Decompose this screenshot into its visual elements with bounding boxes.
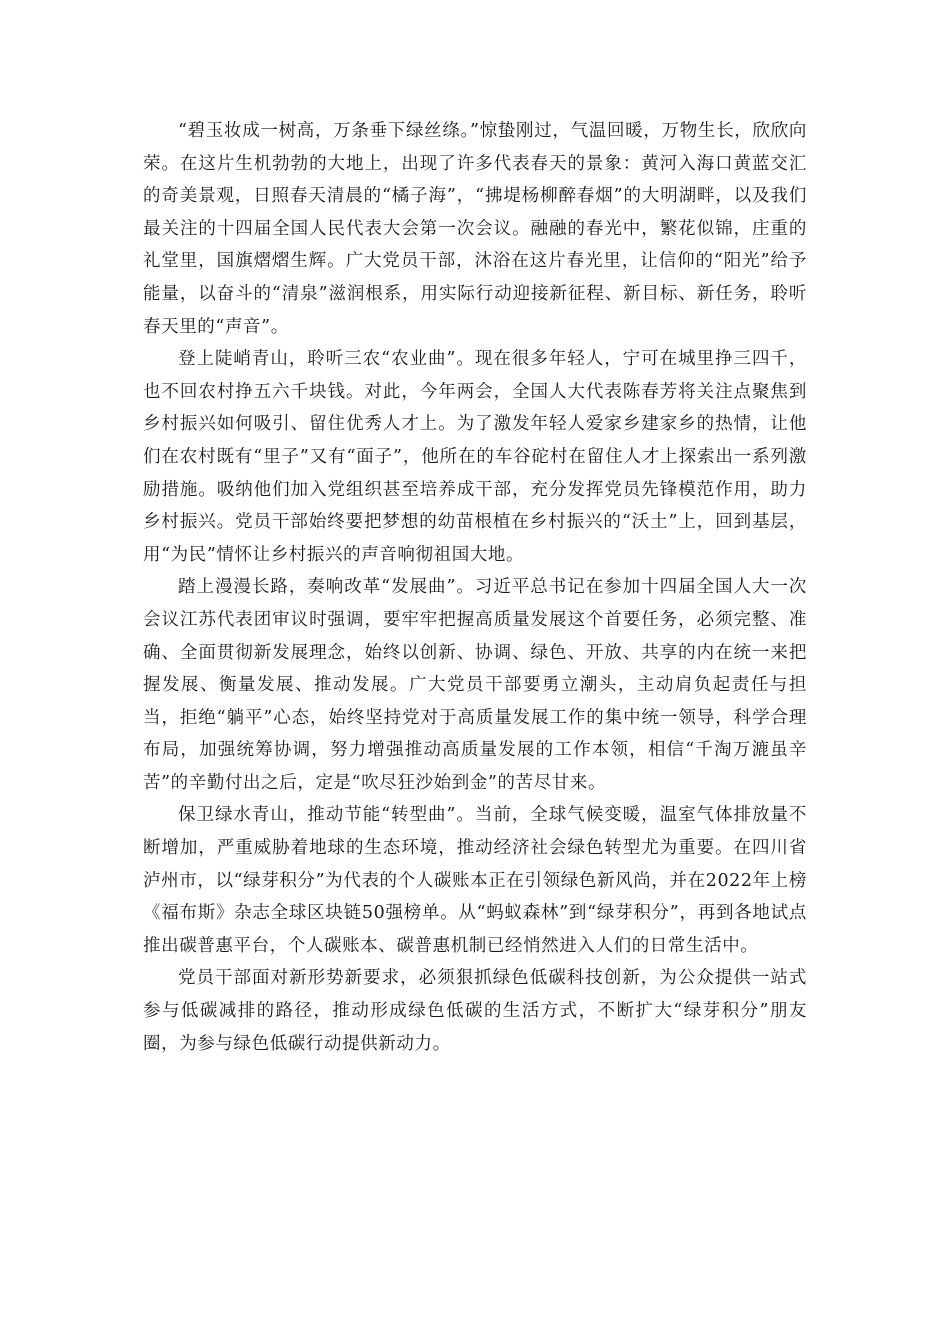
document-body	[143, 115, 807, 1060]
paragraph-5: 党员干部面对新形势新要求，必须狠抓绿色低碳科技创新，为公众提供一站式参与低碳减排的路径，推动形成绿色低碳的生活方式，不断扩大“绿芽积分”朋友圈，为参与绿色低碳行动提供新动力。	[143, 968, 807, 1054]
paragraph-2: 登上陡峭青山，聆听三农“农业曲”。现在很多年轻人，宁可在城里挣三四千，也不回农村挣五六千块钱。对此，今年两会，全国人大代表陈春芳将关注点聚焦到乡村振兴如何吸引、留住优秀人才上。为了激发年轻人爱家乡建家乡的热情，让他们在农村既有“里子”又有“面子”，他所在的车谷砣村在留住人才上探索出一系列激励措施。吸纳他们加入党组织甚至培养成干部，充分发挥党员先锋模范作用，助力乡村振兴。党员干部始终要把梦想的幼苗根植在乡村振兴的“沃土”上，回到基层，用“为民”情怀让乡村振兴的声音响彻祖国大地。	[143, 349, 807, 565]
paragraph-3: 踏上漫漫长路，奏响改革“发展曲”。习近平总书记在参加十四届全国人大一次会议江苏代表团审议时强调，要牢牢把握高质量发展这个首要任务，必须完整、准确、全面贯彻新发展理念，始终以创新、协调、绿色、开放、共享的内在统一来把握发展、衡量发展、推动发展。广大党员干部要勇立潮头，主动肩负起责任与担当，拒绝“躺平”心态，始终坚持党对于高质量发展工作的集中统一领导，科学合理布局，加强统筹协调，努力增强推动高质量发展的工作本领，相信“千淘万漉虽辛苦”的辛勤付出之后，定是“吹尽狂沙始到金”的苦尽甘来。	[143, 577, 807, 793]
paragraph-4: 保卫绿水青山，推动节能“转型曲”。当前，全球气候变暖，温室气体排放量不断增加，严重威胁着地球的生态环境，推动经济社会绿色转型尤为重要。在四川省泸州市，以“绿芽积分”为代表的个人碳账本正在引领绿色新风尚，并在2022年上榜《福布斯》杂志全球区块链50强榜单。从“蚂蚁森林”到“绿芽积分”，再到各地试点推出碳普惠平台，个人碳账本、碳普惠机制已经悄然进入人们的日常生活中。	[143, 805, 807, 956]
paragraph-1: “碧玉妆成一树高，万条垂下绿丝绦。”惊蛰刚过，气温回暖，万物生长，欣欣向荣。在这片生机勃勃的大地上，出现了许多代表春天的景象：黄河入海口黄蓝交汇的奇美景观，日照春天清晨的“橘子海”，“拂堤杨柳醉春烟”的大明湖畔，以及我们最关注的十四届全国人民代表大会第一次会议。融融的春光中，繁花似锦，庄重的礼堂里，国旗熠熠生辉。广大党员干部，沐浴在这片春光里，让信仰的“阳光”给予能量，以奋斗的“清泉”滋润根系，用实际行动迎接新征程、新目标、新任务，聆听春天里的“声音”。	[143, 121, 807, 337]
